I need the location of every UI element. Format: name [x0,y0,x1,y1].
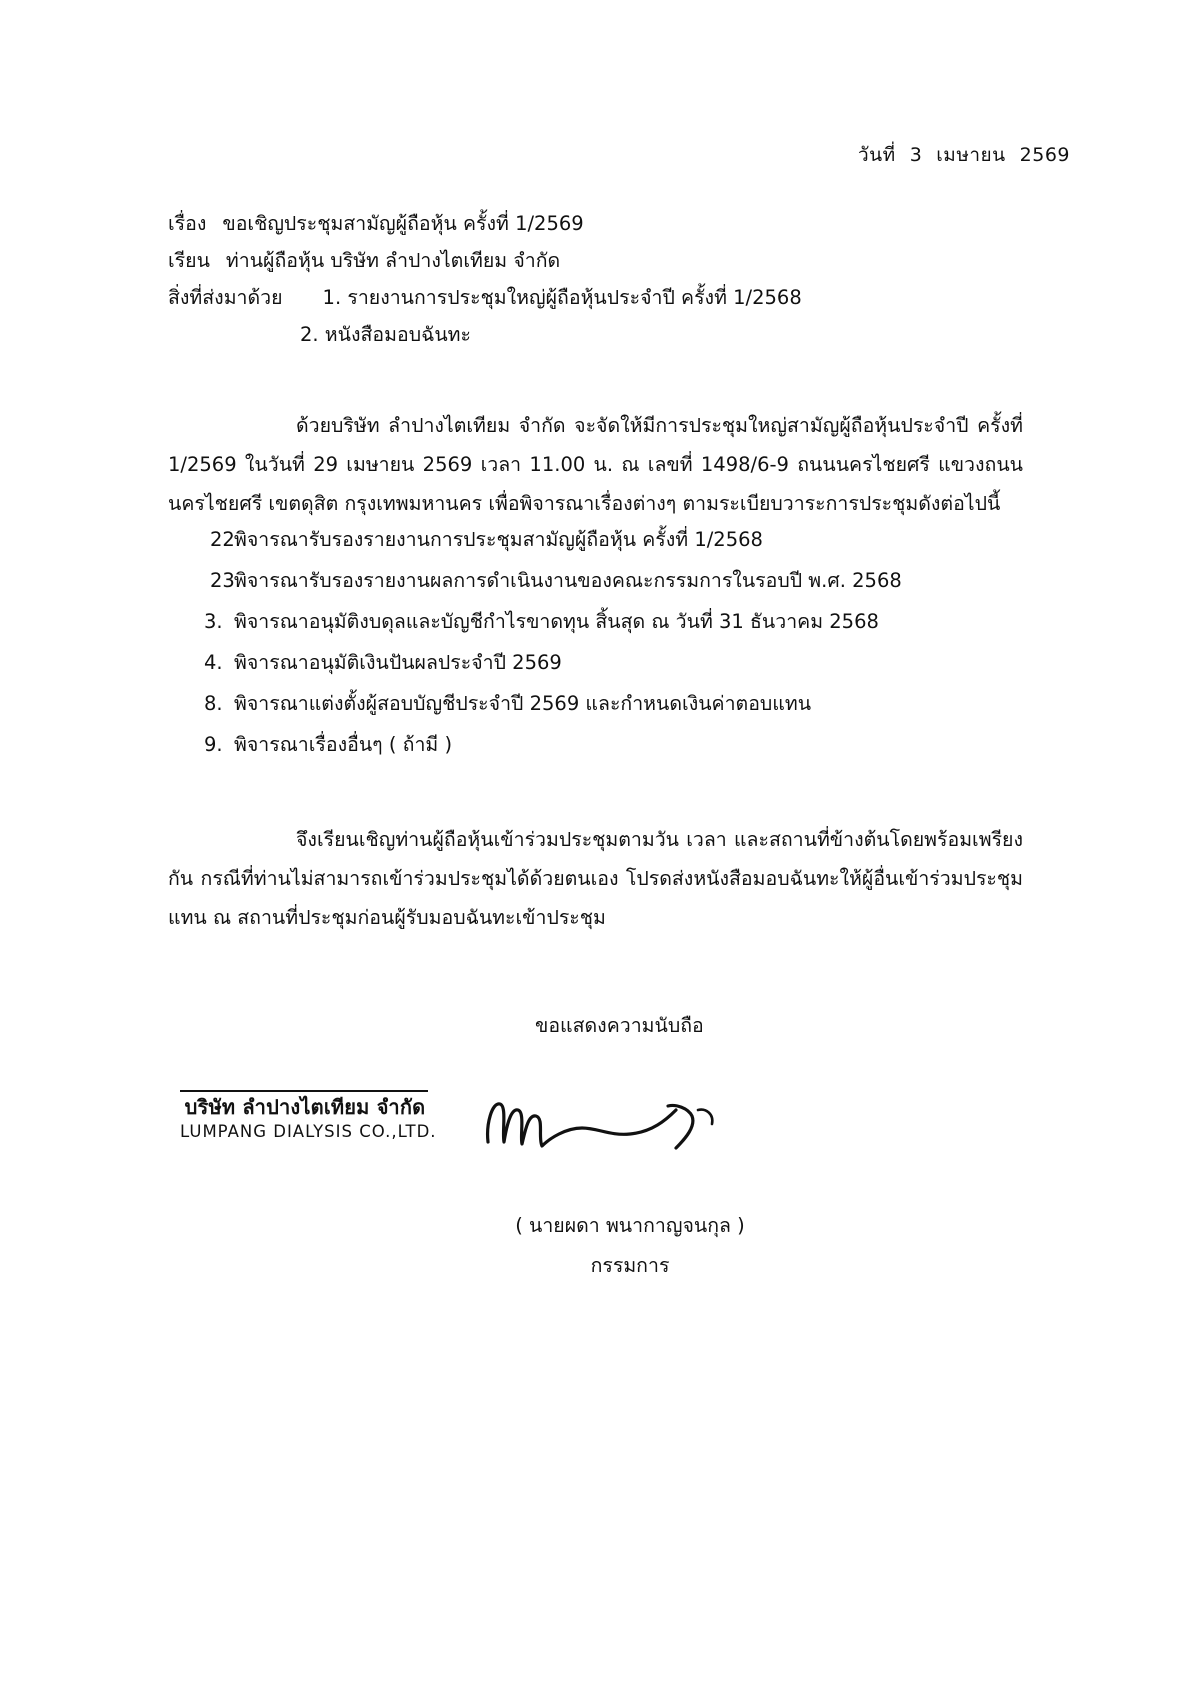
enclosure-item-2: 2. หนังสือมอบฉันทะ [300,323,472,347]
agenda-text: พิจารณารับรองรายงานผลการดำเนินงานของคณะกรรมการในรอบปี พ.ศ. 2568 [234,568,902,592]
letter-header [168,205,1090,353]
agenda-number: 9. [204,732,223,756]
subject-label: เรื่อง [168,212,207,235]
company-name-english: LUMPANG DIALYSIS CO.,LTD. [180,1122,437,1141]
agenda-item [168,602,1028,643]
agenda-text: พิจารณาแต่งตั้งผู้สอบบัญชีประจำปี 2569 และกำหนดเงินค่าตอบแทน [234,691,812,715]
handwritten-signature [470,1080,750,1170]
stamp-rule [180,1090,428,1092]
agenda-number: 3. [204,609,223,633]
signature-icon [470,1080,750,1170]
enclosure-item-1: 1. รายงานการประชุมใหญ่ผู้ถือหุ้นประจำปี ครั้งที่ 1/2568 [322,286,802,310]
signer-name: ( นายผดา พนากาญจนกุล ) [515,1214,745,1237]
company-name-thai: บริษัท ลำปางไตเทียม จำกัด [184,1095,426,1119]
intro-paragraph [168,406,1023,523]
date-line [858,140,1070,170]
signer-title: กรรมการ [590,1254,670,1277]
agenda-text: พิจารณารับรองรายงานการประชุมสามัญผู้ถือหุ้น ครั้งที่ 1/2568 [234,528,763,551]
subject-row [168,205,1090,242]
agenda-number: 22. [210,528,242,551]
agenda-item [168,520,1028,561]
agenda-item [168,725,1028,766]
closing-paragraph-text: จึงเรียนเชิญท่านผู้ถือหุ้นเข้าร่วมประชุมตามวัน เวลา และสถานที่ข้างต้นโดยพร้อมเพรียงกัน กรณีที่ท่านไม่สามารถเข้าร่วมประชุมได้ด้วยตนเอง โปรดส่งหนังสือมอบฉันทะให้ผู้อื่นเข้าร่วมประชุมแทน ณ สถานที่ประชุมก่อนผู้รับมอบฉันทะเข้าประชุม [168,827,1023,929]
regards-text: ขอแสดงความนับถือ [535,1014,704,1037]
closing-paragraph [168,820,1023,937]
intro-paragraph-text: ด้วยบริษัท ลำปางไตเทียม จำกัด จะจัดให้มีการประชุมใหญ่สามัญผู้ถือหุ้นประจำปี ครั้งที่ 1/2569 ในวันที่ 29 เมษายน 2569 เวลา 11.00 น. ณ เลขที่ 1498/6-9 ถนนนครไชยศรี แขวงถนนนครไชยศรี เขตดุสิต กรุงเทพมหานคร เพื่อพิจารณาเรื่องต่างๆ ตามระเบียบวาระการประชุมดังต่อไปนี้ [168,413,1023,515]
agenda-list [168,520,1028,766]
enclosure-label: สิ่งที่ส่งมาด้วย [168,286,283,310]
date-month: เมษายน [936,144,1006,166]
recipient-row [168,242,1090,279]
recipient-label: เรียน [168,249,210,273]
agenda-text: พิจารณาอนุมัติงบดุลและบัญชีกำไรขาดทุน สิ้นสุด ณ วันที่ 31 ธันวาคม 2568 [234,609,879,633]
subject-value: ขอเชิญประชุมสามัญผู้ถือหุ้น ครั้งที่ 1/2569 [222,212,584,235]
date-day: 3 [909,144,923,166]
enclosure-row [168,279,1090,316]
agenda-item [168,561,1028,602]
agenda-item [168,684,1028,725]
agenda-item [168,643,1028,684]
recipient-value: ท่านผู้ถือหุ้น บริษัท ลำปางไตเทียม จำกัด [225,249,561,273]
closing-paragraph-block [168,800,1023,956]
company-stamp [180,1090,437,1143]
agenda-text: พิจารณาเรื่องอื่นๆ ( ถ้ามี ) [234,732,453,756]
date-label: วันที่ [858,144,896,166]
agenda-number: 8. [204,691,223,715]
intro-paragraph-block [168,386,1023,542]
date-year: 2569 [1019,144,1070,166]
agenda-text: พิจารณาอนุมัติเงินปันผลประจำปี 2569 [234,650,562,674]
agenda-number: 23. [210,568,242,592]
agenda-number: 4. [204,650,223,674]
